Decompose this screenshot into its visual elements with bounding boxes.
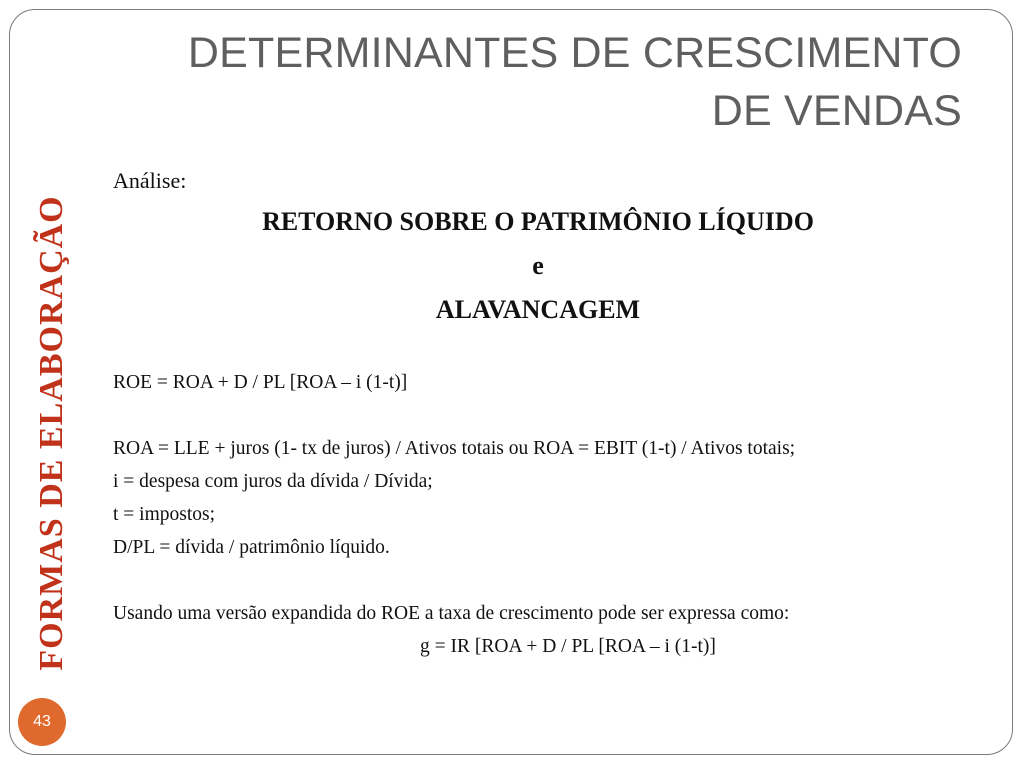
slide-title: [150, 24, 962, 140]
roa-definition: ROA = LLE + juros (1- tx de juros) / Ativos totais ou ROA = EBIT (1-t) / Ativos totais;: [113, 438, 796, 459]
growth-formula: g = IR [ROA + D / PL [ROA – i (1-t)]: [420, 636, 716, 657]
spacer: [113, 564, 973, 597]
dpl-definition: D/PL = dívida / patrimônio líquido.: [113, 537, 390, 558]
heading-roe: RETORNO SOBRE O PATRIMÔNIO LÍQUIDO: [262, 207, 814, 236]
expanded-roe-intro: Usando uma versão expandida do ROE a taxa de crescimento pode ser expressa como:: [113, 603, 790, 624]
analysis-label: Análise:: [113, 168, 187, 193]
slide-content: [113, 162, 973, 663]
t-definition: t = impostos;: [113, 504, 216, 525]
heading-leverage: ALAVANCAGEM: [435, 295, 641, 324]
heading-conjunction: e: [532, 251, 544, 280]
slide-title-line-1: DETERMINANTES DE CRESCIMENTO: [187, 29, 962, 77]
roe-formula: ROE = ROA + D / PL [ROA – i (1-t)]: [113, 372, 408, 393]
spacer: [113, 332, 973, 366]
side-section-label: FORMAS DE ELABORAÇÃO: [33, 195, 70, 671]
page-number-badge: 43: [18, 698, 66, 746]
i-definition: i = despesa com juros da dívida / Dívida;: [113, 471, 433, 492]
spacer: [113, 399, 973, 432]
slide-title-line-2: DE VENDAS: [711, 87, 962, 135]
